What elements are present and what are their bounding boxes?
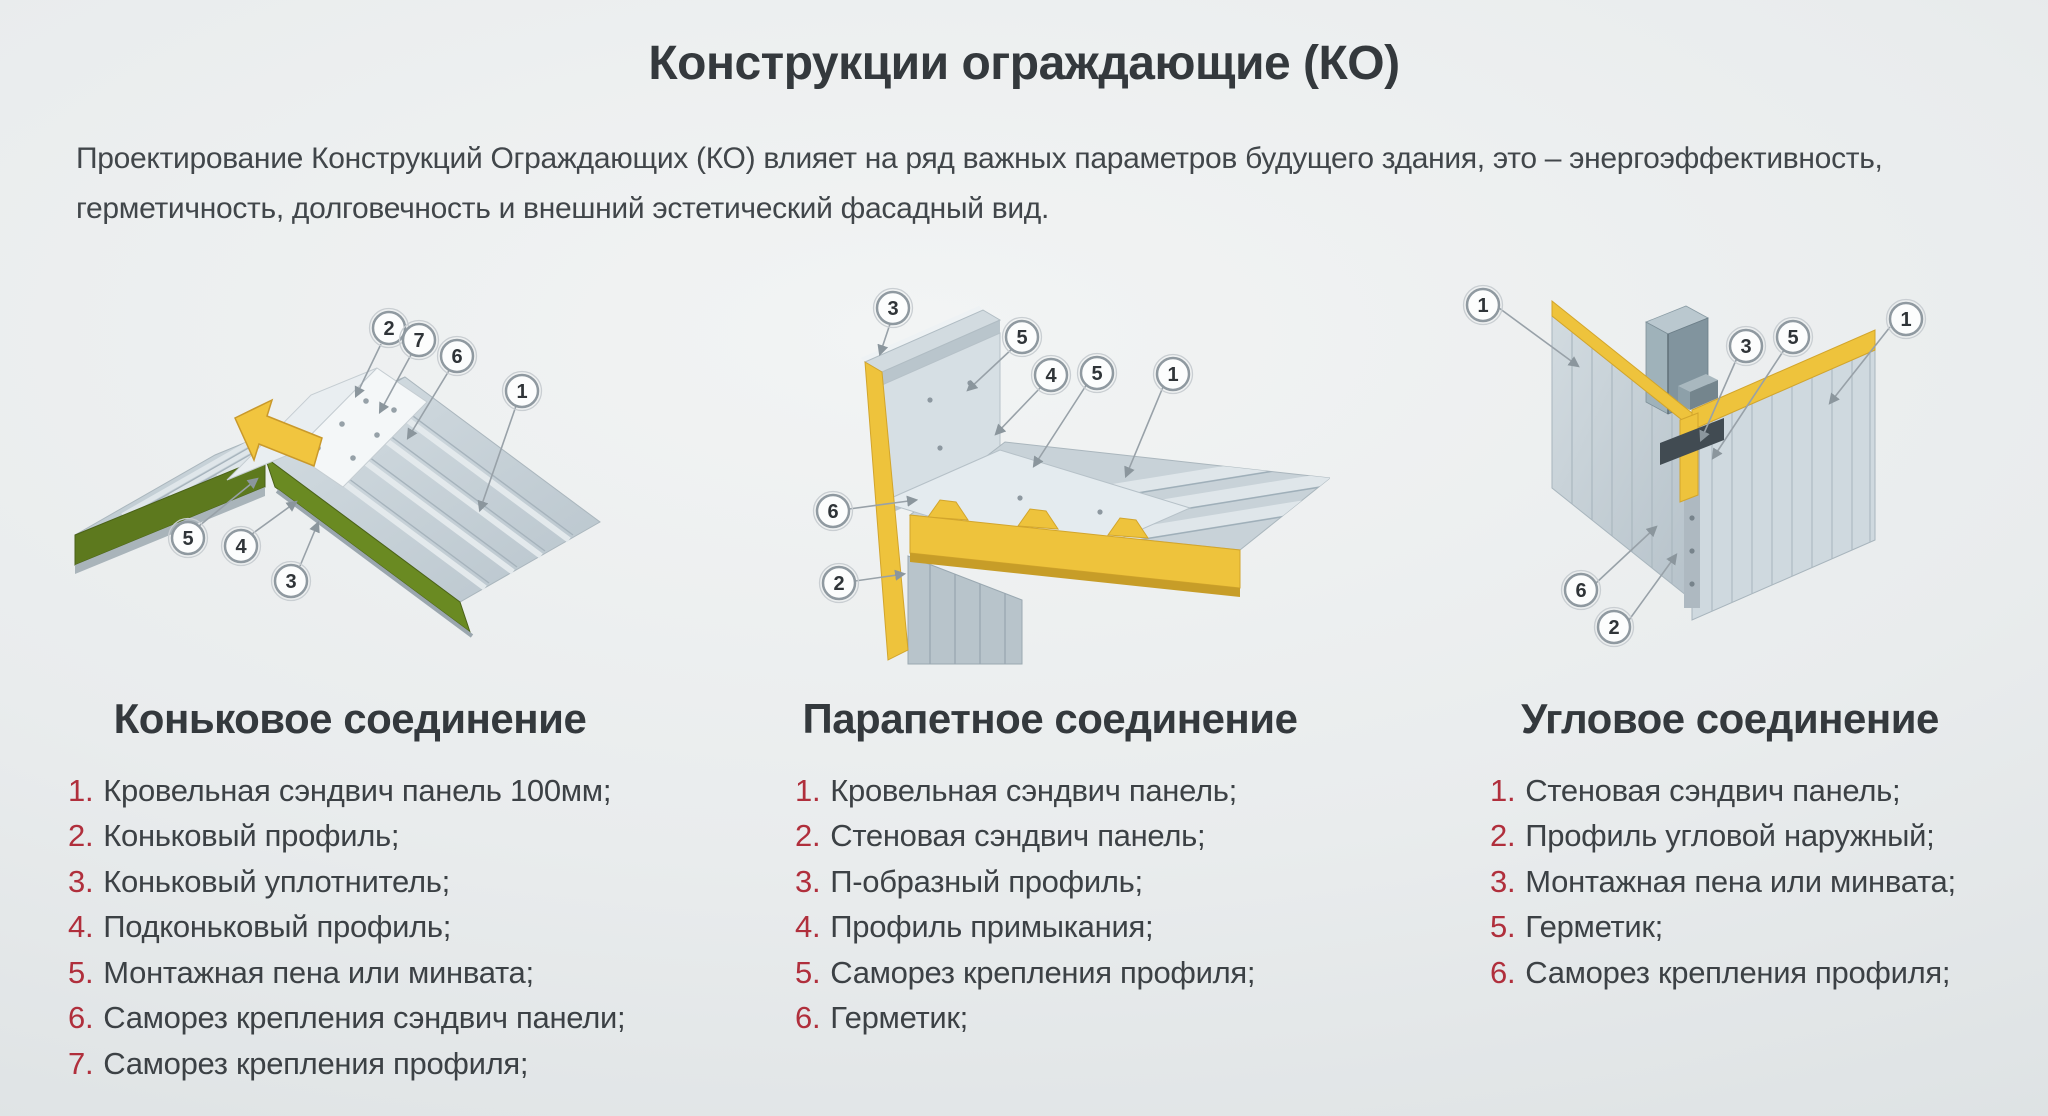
item-text: Стеновая сэндвич панель;	[1525, 773, 1901, 808]
legend-item	[1490, 910, 1956, 943]
item-number: 4.	[795, 909, 821, 945]
callout-4	[1032, 356, 1071, 395]
figure-corner-connection	[1440, 250, 2020, 685]
item-number: 6.	[795, 1000, 821, 1036]
callout-5b	[1078, 354, 1117, 393]
intro-text: Проектирование Конструкций Ограждающих (КО) влияет на ряд важных параметров будущего здания, это – энергоэффективность, герметичность, долговечность и внешний эстетический фасадный вид.	[76, 142, 1883, 225]
callout-4	[222, 527, 261, 566]
legend-item	[795, 865, 1255, 898]
legend-item	[795, 1001, 1255, 1034]
item-number: 1.	[68, 773, 94, 808]
legend-item	[795, 910, 1255, 943]
item-text: Саморез крепления сэндвич панели;	[103, 1000, 626, 1036]
item-text: Монтажная пена или минвата;	[1525, 863, 1956, 899]
legend-parapet	[795, 774, 1255, 1047]
item-number: 2.	[68, 818, 94, 854]
item-text: Герметик;	[830, 1000, 968, 1036]
callout-3	[272, 562, 311, 601]
figure-ridge-connection	[60, 250, 640, 655]
item-text: Кровельная сэндвич панель 100мм;	[103, 773, 612, 808]
callout-5	[169, 519, 208, 558]
legend-item	[68, 1047, 625, 1080]
corner-insulation-trim	[1680, 413, 1698, 502]
legend-item	[68, 910, 625, 943]
item-text: Профиль примыкания;	[830, 909, 1154, 945]
callout-label: 6	[827, 501, 839, 523]
callout-label: 1	[1167, 364, 1179, 386]
legend-item	[1490, 819, 1956, 852]
legend-ridge	[68, 774, 625, 1092]
item-number: 2.	[1490, 818, 1516, 854]
callout-label: 2	[1608, 617, 1620, 639]
callout-3	[1727, 327, 1766, 366]
item-text: Кровельная сэндвич панель;	[830, 773, 1237, 808]
legend-item	[68, 865, 625, 898]
callout-2	[1595, 608, 1634, 647]
legend-item	[68, 1001, 625, 1034]
callout-label: 3	[887, 298, 899, 320]
item-text: Саморез крепления профиля;	[1525, 954, 1951, 990]
callout-6	[438, 337, 477, 376]
item-text: Монтажная пена или минвата;	[103, 954, 534, 990]
callout-label: 5	[1091, 363, 1103, 385]
legend-item	[795, 774, 1255, 807]
item-number: 3.	[68, 863, 94, 899]
item-text: Стеновая сэндвич панель;	[830, 818, 1206, 854]
item-number: 7.	[68, 1045, 94, 1081]
item-number: 6.	[1490, 954, 1516, 990]
legend-corner	[1490, 774, 1956, 1001]
item-text: Коньковый уплотнитель;	[103, 863, 450, 899]
callout-1b	[1887, 300, 1926, 339]
item-number: 5.	[795, 954, 821, 990]
callout-label: 5	[1787, 327, 1799, 349]
legend-item	[1490, 956, 1956, 989]
item-number: 6.	[68, 1000, 94, 1036]
callout-label: 4	[1045, 365, 1057, 387]
item-number: 1.	[1490, 773, 1516, 808]
item-number: 2.	[795, 818, 821, 854]
callout-label: 3	[1740, 336, 1752, 358]
callout-6	[1562, 571, 1601, 610]
callout-label: 4	[235, 536, 247, 558]
section-heading-ridge: Коньковое соединение	[113, 695, 587, 742]
callout-label: 6	[1575, 580, 1587, 602]
callout-7	[400, 321, 439, 360]
callout-5	[1774, 318, 1813, 357]
legend-item	[1490, 865, 1956, 898]
legend-item	[68, 819, 625, 852]
legend-item	[68, 956, 625, 989]
item-number: 5.	[68, 954, 94, 990]
item-text: П-образный профиль;	[830, 863, 1143, 899]
callout-label: 5	[182, 528, 194, 550]
item-text: Коньковый профиль;	[103, 818, 400, 854]
figure-parapet-connection	[770, 250, 1330, 685]
callout-label: 6	[451, 346, 463, 368]
section-heading-parapet: Парапетное соединение	[802, 695, 1298, 742]
callout-label: 5	[1016, 327, 1028, 349]
callout-label: 2	[833, 573, 845, 595]
item-text: Профиль угловой наружный;	[1525, 818, 1935, 854]
callout-label: 2	[383, 318, 395, 340]
item-text: Подконьковый профиль;	[103, 909, 452, 945]
callout-5a	[1003, 318, 1042, 357]
item-number: 1.	[795, 773, 821, 808]
item-number: 3.	[795, 863, 821, 899]
section-heading-corner: Угловое соединение	[1521, 695, 1939, 742]
item-number: 4.	[68, 909, 94, 945]
legend-item	[1490, 774, 1956, 807]
callout-label: 1	[1477, 295, 1489, 317]
callout-1	[1154, 355, 1193, 394]
callout-label: 7	[413, 330, 425, 352]
callout-2	[820, 564, 859, 603]
callout-label: 1	[1900, 309, 1912, 331]
legend-item	[795, 819, 1255, 852]
callout-label: 1	[516, 381, 528, 403]
callout-3	[874, 289, 913, 328]
page-title: Конструкции ограждающие (КО)	[648, 37, 1400, 90]
item-number: 3.	[1490, 863, 1516, 899]
item-number: 5.	[1490, 909, 1516, 945]
callout-label: 3	[285, 571, 297, 593]
item-text: Герметик;	[1525, 909, 1663, 945]
callout-1	[503, 372, 542, 411]
legend-item	[795, 956, 1255, 989]
callout-6	[814, 492, 853, 531]
item-text: Саморез крепления профиля;	[103, 1045, 529, 1081]
item-text: Саморез крепления профиля;	[830, 954, 1256, 990]
legend-item	[68, 774, 625, 807]
callout-1a	[1464, 286, 1503, 325]
